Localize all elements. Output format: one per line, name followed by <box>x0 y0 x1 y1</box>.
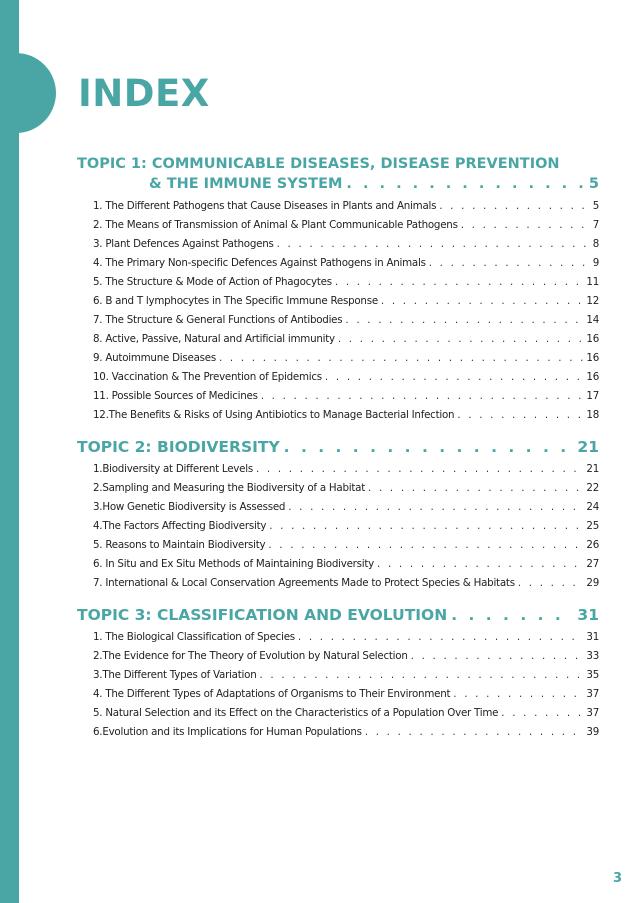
topic-1 <box>77 154 599 425</box>
entry-page: 26 <box>586 539 599 551</box>
entry-page: 16 <box>586 333 599 345</box>
topic-2-entries <box>77 460 599 593</box>
toc-entry[interactable] <box>93 666 599 685</box>
dot-leader <box>346 174 585 194</box>
dot-leader <box>338 330 584 349</box>
entry-title: 12.The Benefits & Risks of Using Antibiotics to Manage Bacterial Infection <box>93 409 455 421</box>
topic-3-heading[interactable] <box>77 605 599 625</box>
dot-leader <box>269 517 583 536</box>
topic-3 <box>77 605 599 742</box>
dot-leader <box>451 605 573 625</box>
dot-leader <box>457 406 583 425</box>
topic-2-page: 21 <box>577 438 599 456</box>
entry-page: 33 <box>586 650 599 662</box>
dot-leader <box>325 368 583 387</box>
dot-leader <box>411 647 584 666</box>
dot-leader <box>453 685 583 704</box>
toc-entry[interactable] <box>93 479 599 498</box>
entry-title: 5. Natural Selection and its Effect on the Characteristics of a Population Over Time <box>93 707 499 719</box>
dot-leader <box>345 311 583 330</box>
entry-title: 5. The Structure & Mode of Action of Phagocytes <box>93 276 332 288</box>
dot-leader <box>288 498 583 517</box>
toc-entry[interactable] <box>93 517 599 536</box>
dot-leader <box>461 216 590 235</box>
topic-3-page: 31 <box>577 606 599 624</box>
toc-entry[interactable] <box>93 311 599 330</box>
toc-entry[interactable] <box>93 197 599 216</box>
toc-entry[interactable] <box>93 498 599 517</box>
entry-page: 22 <box>586 482 599 494</box>
entry-title: 6. B and T lymphocytes in The Specific Immune Response <box>93 295 378 307</box>
entry-page: 18 <box>586 409 599 421</box>
entry-title: 5. Reasons to Maintain Biodiversity <box>93 539 266 551</box>
toc-entry[interactable] <box>93 647 599 666</box>
entry-page: 16 <box>586 352 599 364</box>
dot-leader <box>518 574 584 593</box>
side-accent-tab <box>0 53 56 133</box>
entry-page: 11 <box>586 276 599 288</box>
entry-page: 37 <box>586 707 599 719</box>
dot-leader <box>298 628 584 647</box>
entry-title: 2.The Evidence for The Theory of Evolution by Natural Selection <box>93 650 408 662</box>
topic-2 <box>77 437 599 593</box>
entry-title: 4. The Primary Non-specific Defences Against Pathogens in Animals <box>93 257 426 269</box>
entry-page: 37 <box>586 688 599 700</box>
dot-leader <box>219 349 583 368</box>
toc-entry[interactable] <box>93 349 599 368</box>
entry-title: 3. Plant Defences Against Pathogens <box>93 238 274 250</box>
toc-entry[interactable] <box>93 536 599 555</box>
entry-title: 2.Sampling and Measuring the Biodiversity of a Habitat <box>93 482 365 494</box>
toc-entry[interactable] <box>93 460 599 479</box>
dot-leader <box>381 292 583 311</box>
dot-leader <box>368 479 583 498</box>
topic-2-heading-label: TOPIC 2: BIODIVERSITY <box>77 438 280 456</box>
entry-page: 29 <box>586 577 599 589</box>
topic-3-heading-label: TOPIC 3: CLASSIFICATION AND EVOLUTION <box>77 606 448 624</box>
entry-title: 7. The Structure & General Functions of Antibodies <box>93 314 343 326</box>
entry-page: 35 <box>586 669 599 681</box>
table-of-contents <box>77 154 599 754</box>
entry-page: 8 <box>592 238 599 250</box>
dot-leader <box>259 666 583 685</box>
entry-page: 39 <box>586 726 599 738</box>
toc-entry[interactable] <box>93 387 599 406</box>
dot-leader <box>284 437 574 457</box>
topic-1-heading-line2: & THE IMMUNE SYSTEM <box>149 176 343 192</box>
entry-page: 24 <box>586 501 599 513</box>
entry-title: 11. Possible Sources of Medicines <box>93 390 258 402</box>
entry-title: 3.The Different Types of Variation <box>93 669 257 681</box>
topic-1-heading-line1: TOPIC 1: COMMUNICABLE DISEASES, DISEASE PREVENTION <box>77 156 560 172</box>
entry-page: 14 <box>586 314 599 326</box>
side-accent-bar <box>0 0 19 903</box>
toc-entry[interactable] <box>93 235 599 254</box>
toc-entry[interactable] <box>93 273 599 292</box>
entry-page: 25 <box>586 520 599 532</box>
dot-leader <box>439 197 589 216</box>
entry-page: 31 <box>586 631 599 643</box>
toc-entry[interactable] <box>93 628 599 647</box>
toc-entry[interactable] <box>93 368 599 387</box>
topic-1-page: 5 <box>588 176 599 192</box>
dot-leader <box>377 555 583 574</box>
entry-page: 7 <box>592 219 599 231</box>
toc-entry[interactable] <box>93 555 599 574</box>
toc-entry[interactable] <box>93 292 599 311</box>
entry-title: 8. Active, Passive, Natural and Artificial immunity <box>93 333 335 345</box>
entry-title: 7. International & Local Conservation Agreements Made to Protect Species & Habitats <box>93 577 515 589</box>
dot-leader <box>256 460 583 479</box>
toc-entry[interactable] <box>93 330 599 349</box>
entry-title: 9. Autoimmune Diseases <box>93 352 216 364</box>
topic-3-entries <box>77 628 599 742</box>
entry-page: 17 <box>586 390 599 402</box>
entry-title: 10. Vaccination & The Prevention of Epidemics <box>93 371 322 383</box>
entry-title: 4. The Different Types of Adaptations of Organisms to Their Environment <box>93 688 451 700</box>
entry-page: 16 <box>586 371 599 383</box>
entry-page: 27 <box>586 558 599 570</box>
entry-title: 6.Evolution and its Implications for Human Populations <box>93 726 362 738</box>
dot-leader <box>365 723 584 742</box>
dot-leader <box>277 235 590 254</box>
topic-2-heading[interactable] <box>77 437 599 457</box>
topic-1-entries <box>77 197 599 425</box>
toc-entry[interactable] <box>93 574 599 593</box>
entry-page: 5 <box>592 200 599 212</box>
page-title: INDEX <box>78 72 210 115</box>
dot-leader <box>429 254 590 273</box>
toc-entry[interactable] <box>93 723 599 742</box>
dot-leader <box>335 273 584 292</box>
toc-entry[interactable] <box>93 216 599 235</box>
dot-leader <box>268 536 583 555</box>
entry-title: 3.How Genetic Biodiversity is Assessed <box>93 501 286 513</box>
entry-title: 1. The Biological Classification of Species <box>93 631 295 643</box>
entry-title: 1.Biodiversity at Different Levels <box>93 463 253 475</box>
entry-page: 12 <box>586 295 599 307</box>
entry-title: 6. In Situ and Ex Situ Methods of Maintaining Biodiversity <box>93 558 375 570</box>
entry-title: 4.The Factors Affecting Biodiversity <box>93 520 267 532</box>
toc-entry[interactable] <box>93 406 599 425</box>
toc-entry[interactable] <box>93 254 599 273</box>
entry-page: 9 <box>592 257 599 269</box>
page-number: 3 <box>612 871 622 886</box>
dot-leader <box>501 704 583 723</box>
dot-leader <box>261 387 584 406</box>
entry-page: 21 <box>586 463 599 475</box>
entry-title: 2. The Means of Transmission of Animal & Plant Communicable Pathogens <box>93 219 458 231</box>
entry-title: 1. The Different Pathogens that Cause Diseases in Plants and Animals <box>93 200 437 212</box>
toc-entry[interactable] <box>93 704 599 723</box>
topic-1-heading[interactable] <box>77 154 599 194</box>
toc-entry[interactable] <box>93 685 599 704</box>
